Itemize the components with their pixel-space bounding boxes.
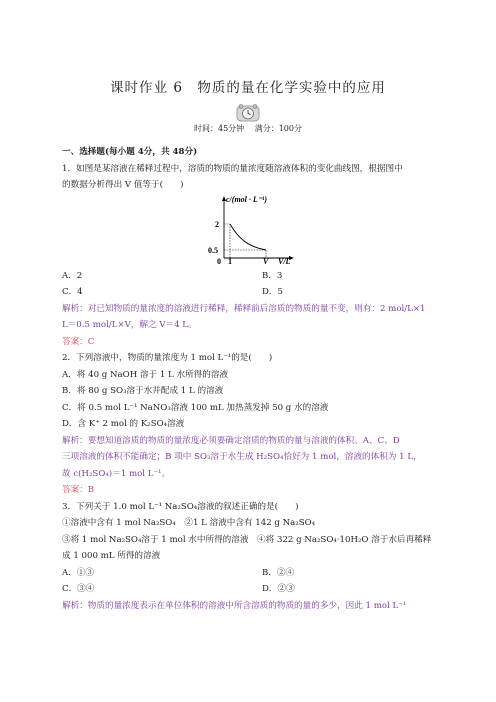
concentration-curve xyxy=(230,224,266,250)
q1-stem-line1: 1．如图是某溶液在稀释过程中，溶质的物质的量浓度随溶液体积的变化曲线图，根据图中 xyxy=(62,163,403,174)
graph-xlabel: V/L xyxy=(278,256,291,266)
question-content xyxy=(62,144,436,614)
q1-option-d: D．5 xyxy=(262,287,283,297)
q2-option-b: B．将 80 g SO₃溶于水并配成 1 L 的溶液 xyxy=(62,386,224,396)
q1-graph-container xyxy=(62,194,436,268)
full-score: 满分：100分 xyxy=(254,124,302,133)
q2-option-a: A．将 40 g NaOH 溶于 1 L 水所得的溶液 xyxy=(62,369,229,380)
graph-ylabel: c/(mol · L⁻¹) xyxy=(226,194,268,204)
q2-option-c: C．将 0.5 mol L⁻¹ NaNO₃溶液 100 mL 加热蒸发掉 50 g 水的溶液 xyxy=(62,402,329,413)
q3-options-row1 xyxy=(62,565,436,582)
q1-analysis-line1: 解析：对已知物质的量浓度的溶液进行稀释，稀释前后溶质的物质的量不变，则有：2 mol/L×1 xyxy=(62,303,426,314)
q1-answer: 答案：C xyxy=(62,336,95,347)
ytick-0.5: 0.5 xyxy=(208,245,218,255)
q2-answer: 答案：B xyxy=(62,485,95,495)
clock-icon xyxy=(236,104,260,122)
q2-analysis-line2: 三项溶液的体积不能确定；B 项中 SO₃溶于水生成 H₂SO₄恰好为 1 mol，溶液的体积为 1 L， xyxy=(62,452,422,462)
q1-dilution-graph xyxy=(204,194,304,266)
section-heading: 一、选择题(每小题 4分，共 48分) xyxy=(62,147,198,157)
q3-option-a: A．①③ xyxy=(62,567,94,578)
page-title: 课时作业 6 物质的量在化学实验中的应用 xyxy=(110,80,386,96)
q3-items-line2: ③将 1 mol Na₂SO₄溶于 1 mol 水中所得的溶液 ④将 322 g Na₂SO₄·10H₂O 溶于水后再稀释 xyxy=(62,534,432,545)
q3-options-row2 xyxy=(62,581,436,598)
q2-analysis-line1: 解析：要想知道溶质的物质的量浓度必须要确定溶质的物质的量与溶液的体积。A、C、D xyxy=(62,435,400,446)
xtick-V: V xyxy=(263,256,269,266)
q3-analysis-line1: 解析：物质的量浓度表示在单位体积的溶液中所含溶质的物质的量的多少，因此 1 mol L⁻¹ xyxy=(62,600,407,611)
q3-items-line3: 成 1 000 mL 所得的溶液 xyxy=(62,551,161,561)
q3-option-b: B．②④ xyxy=(262,567,295,578)
xtick-1: 1 xyxy=(228,256,232,266)
q1-option-c: C．4 xyxy=(62,287,83,297)
q3-items-line1: ①溶液中含有 1 mol Na₂SO₄ ②1 L 溶液中含有 142 g Na₂SO₄ xyxy=(62,518,316,528)
q1-options-row1 xyxy=(62,268,436,285)
ytick-2: 2 xyxy=(215,219,219,229)
q1-options-row2 xyxy=(62,284,436,301)
q1-option-a: A．2 xyxy=(62,270,83,281)
q1-stem-line2: 的数据分析得出 V 值等于( ) xyxy=(62,180,184,190)
q2-analysis-line3: 故 c(H₂SO₄)＝1 mol L⁻¹。 xyxy=(62,468,171,479)
time-limit: 时间：45分钟 xyxy=(193,124,245,133)
q3-option-c: C．③④ xyxy=(62,584,95,594)
exam-meta xyxy=(0,123,496,134)
q3-stem: 3．下列关于 1.0 mol L⁻¹ Na₂SO₄溶液的叙述正确的是( ) xyxy=(62,501,299,512)
q1-analysis-line2: L＝0.5 mol/L×V，解之 V＝4 L。 xyxy=(62,320,197,330)
q2-option-d: D．含 K⁺ 2 mol 的 K₂SO₄溶液 xyxy=(62,419,185,429)
q2-stem: 2．下列溶液中，物质的量浓度为 1 mol L⁻¹的是( ) xyxy=(62,353,273,363)
graph-origin: 0 xyxy=(217,256,221,266)
q1-option-b: B．3 xyxy=(262,270,283,281)
q3-option-d: D．②③ xyxy=(262,584,295,594)
